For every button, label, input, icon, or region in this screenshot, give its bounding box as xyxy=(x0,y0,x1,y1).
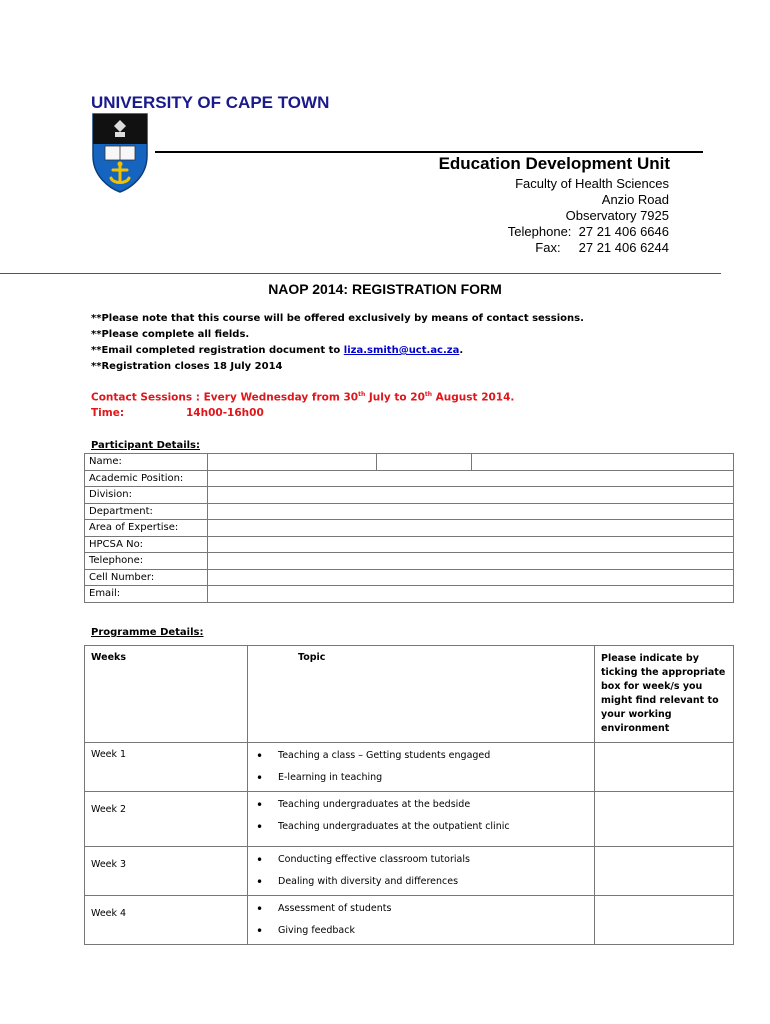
field-label-cell-number: Cell Number: xyxy=(85,569,208,586)
note-email xyxy=(91,345,463,356)
page-rule xyxy=(0,273,721,274)
name-input-3[interactable] xyxy=(472,454,734,471)
note-complete-fields: **Please complete all fields. xyxy=(91,329,250,340)
university-title: UNIVERSITY OF CAPE TOWN xyxy=(91,93,330,112)
header-rule xyxy=(155,151,703,153)
area-of-expertise-input[interactable] xyxy=(208,520,734,537)
list-item: • Teaching undergraduates at the outpatient clinic xyxy=(248,820,588,840)
col-header-topic: Topic xyxy=(248,646,595,743)
participant-details-heading: Participant Details: xyxy=(91,440,201,451)
sessions-sup-1: th xyxy=(358,391,366,398)
unit-name: Education Development Unit xyxy=(438,154,670,173)
sessions-mid: July to 20 xyxy=(365,391,425,404)
university-crest-icon xyxy=(91,112,149,194)
table-row xyxy=(85,470,734,487)
sessions-label: Contact Sessions : Every Wednesday from 30 xyxy=(91,391,359,404)
topic-list-week-3 xyxy=(248,853,588,889)
table-row xyxy=(85,536,734,553)
topic-list-week-1 xyxy=(248,749,588,785)
table-row xyxy=(85,743,734,792)
contact-sessions xyxy=(91,391,514,404)
list-item: • Teaching undergraduates at the bedside xyxy=(248,798,588,820)
field-label-hpcsa-no: HPCSA No: xyxy=(85,536,208,553)
name-input-1[interactable] xyxy=(208,454,377,471)
table-row xyxy=(85,503,734,520)
week-label-2: Week 2 xyxy=(85,792,248,847)
week-2-tick-box[interactable] xyxy=(595,792,734,847)
list-item: • Teaching a class – Getting students engaged xyxy=(248,749,588,771)
field-label-email: Email: xyxy=(85,586,208,603)
form-title: NAOP 2014: REGISTRATION FORM xyxy=(268,281,502,297)
topic-list-week-2 xyxy=(248,798,588,840)
table-row xyxy=(85,847,734,896)
address-line-faculty: Faculty of Health Sciences xyxy=(515,176,669,191)
table-row xyxy=(85,487,734,504)
week-1-tick-box[interactable] xyxy=(595,743,734,792)
participant-table xyxy=(84,453,734,603)
division-input[interactable] xyxy=(208,487,734,504)
list-item: • Assessment of students xyxy=(248,902,588,924)
week-4-tick-box[interactable] xyxy=(595,896,734,945)
note-email-prefix: **Email completed registration document to xyxy=(91,345,344,356)
list-item: • Conducting effective classroom tutorials xyxy=(248,853,588,875)
list-item: • Giving feedback xyxy=(248,924,588,938)
department-input[interactable] xyxy=(208,503,734,520)
table-row xyxy=(85,454,734,471)
field-label-department: Department: xyxy=(85,503,208,520)
field-label-name: Name: xyxy=(85,454,208,471)
name-input-2[interactable] xyxy=(377,454,472,471)
cell-number-input[interactable] xyxy=(208,569,734,586)
address-line-fax: Fax: 27 21 406 6244 xyxy=(535,240,669,255)
list-item: • Dealing with diversity and differences xyxy=(248,875,588,889)
week-label-3: Week 3 xyxy=(85,847,248,896)
col-header-indicate: Please indicate by ticking the appropriate box for week/s you might find relevant to your working environment xyxy=(595,646,734,743)
telephone-input[interactable] xyxy=(208,553,734,570)
email-input[interactable] xyxy=(208,586,734,603)
programme-details-heading: Programme Details: xyxy=(91,627,204,638)
address-line-road: Anzio Road xyxy=(601,192,669,207)
field-label-telephone: Telephone: xyxy=(85,553,208,570)
field-label-area-of-expertise: Area of Expertise: xyxy=(85,520,208,537)
address-line-telephone: Telephone: 27 21 406 6646 xyxy=(507,224,669,239)
table-row xyxy=(85,792,734,847)
note-contact-sessions: **Please note that this course will be offered exclusively by means of contact sessions. xyxy=(91,313,584,324)
col-header-weeks: Weeks xyxy=(85,646,248,743)
sessions-sup-2: th xyxy=(424,391,433,398)
topic-list-week-4 xyxy=(248,902,588,938)
field-label-academic-position: Academic Position: xyxy=(85,470,208,487)
email-link[interactable]: liza.smith@uct.ac.za xyxy=(343,345,460,356)
time-label: Time: xyxy=(91,407,125,419)
sessions-end: August 2014. xyxy=(432,391,515,404)
week-label-1: Week 1 xyxy=(85,743,248,792)
hpcsa-no-input[interactable] xyxy=(208,536,734,553)
week-label-4: Week 4 xyxy=(85,896,248,945)
table-row xyxy=(85,896,734,945)
table-row xyxy=(85,569,734,586)
programme-table xyxy=(84,645,734,945)
address-line-city: Observatory 7925 xyxy=(565,208,669,223)
field-label-division: Division: xyxy=(85,487,208,504)
table-row xyxy=(85,553,734,570)
note-email-suffix: . xyxy=(459,345,464,356)
academic-position-input[interactable] xyxy=(208,470,734,487)
list-item: • E-learning in teaching xyxy=(248,771,588,785)
table-row xyxy=(85,586,734,603)
table-row xyxy=(85,520,734,537)
week-3-tick-box[interactable] xyxy=(595,847,734,896)
time-value: 14h00-16h00 xyxy=(186,407,264,419)
table-row xyxy=(85,646,734,743)
note-registration-closes: **Registration closes 18 July 2014 xyxy=(91,361,283,372)
